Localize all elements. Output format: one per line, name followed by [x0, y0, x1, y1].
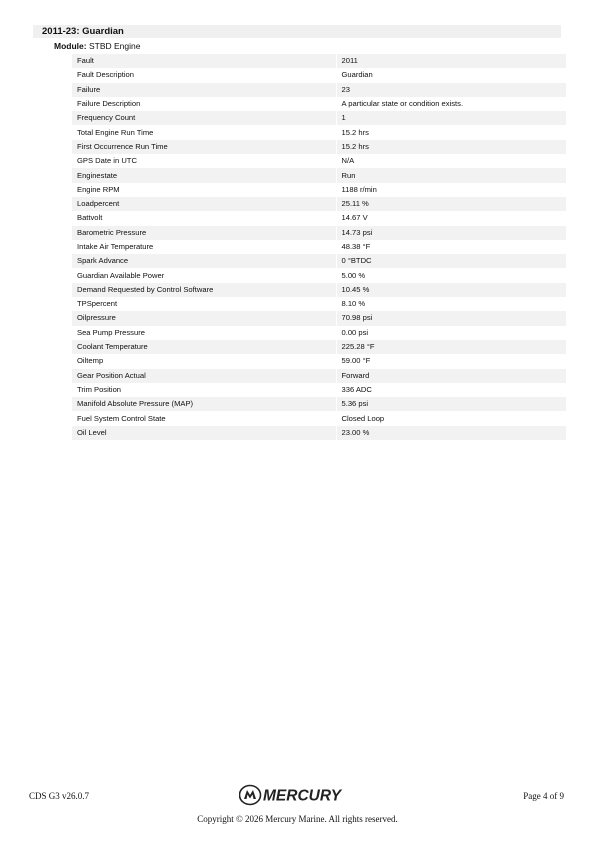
- mercury-logo: [239, 784, 357, 806]
- row-value: 0.00 psi: [336, 326, 566, 340]
- row-value: 225.28 °F: [336, 340, 566, 354]
- row-value: 1: [336, 111, 566, 125]
- table-row: [72, 354, 566, 368]
- row-label: Spark Advance: [72, 254, 336, 268]
- row-value: 14.73 psi: [336, 226, 566, 240]
- table-row: [72, 154, 566, 168]
- module-label: Module:: [54, 41, 87, 51]
- row-label: Enginestate: [72, 168, 336, 182]
- table-row: [72, 426, 566, 440]
- table-row: [72, 111, 566, 125]
- row-value: N/A: [336, 154, 566, 168]
- module-value: STBD Engine: [88, 41, 141, 51]
- row-value: Guardian: [336, 68, 566, 82]
- table-row: [72, 240, 566, 254]
- row-value: 59.00 °F: [336, 354, 566, 368]
- row-label: Failure Description: [72, 97, 336, 111]
- row-label: Engine RPM: [72, 183, 336, 197]
- copyright-notice: Copyright © 2026 Mercury Marine. All rights reserved.: [197, 814, 398, 824]
- row-label: Demand Requested by Control Software: [72, 283, 336, 297]
- mercury-m-icon: [240, 786, 261, 805]
- fault-details-body: [72, 54, 566, 440]
- table-row: [72, 411, 566, 425]
- row-label: GPS Date in UTC: [72, 154, 336, 168]
- row-value: 70.98 psi: [336, 311, 566, 325]
- table-row: [72, 383, 566, 397]
- row-label: Fault: [72, 54, 336, 68]
- software-version: CDS G3 v26.0.7: [29, 791, 90, 801]
- table-row: [72, 140, 566, 154]
- row-value: 23: [336, 83, 566, 97]
- row-label: Sea Pump Pressure: [72, 326, 336, 340]
- row-value: Closed Loop: [336, 411, 566, 425]
- row-value: 23.00 %: [336, 426, 566, 440]
- row-value: Forward: [336, 369, 566, 383]
- row-label: Oilpressure: [72, 311, 336, 325]
- row-value: 1188 r/min: [336, 183, 566, 197]
- table-row: [72, 311, 566, 325]
- table-row: [72, 68, 566, 82]
- table-row: [72, 54, 566, 68]
- table-row: [72, 97, 566, 111]
- row-label: Fuel System Control State: [72, 411, 336, 425]
- row-label: Battvolt: [72, 211, 336, 225]
- table-row: [72, 211, 566, 225]
- row-label: TPSpercent: [72, 297, 336, 311]
- row-value: A particular state or condition exists.: [336, 97, 566, 111]
- row-label: Loadpercent: [72, 197, 336, 211]
- row-value: 48.38 °F: [336, 240, 566, 254]
- section-title: 2011-23: Guardian: [42, 26, 124, 37]
- row-value: Run: [336, 168, 566, 182]
- table-row: [72, 397, 566, 411]
- row-label: Frequency Count: [72, 111, 336, 125]
- row-label: First Occurrence Run Time: [72, 140, 336, 154]
- table-row: [72, 183, 566, 197]
- row-value: 5.00 %: [336, 268, 566, 282]
- row-label: Gear Position Actual: [72, 369, 336, 383]
- row-label: Total Engine Run Time: [72, 125, 336, 139]
- row-label: Oil Level: [72, 426, 336, 440]
- table-row: [72, 197, 566, 211]
- row-value: 10.45 %: [336, 283, 566, 297]
- row-value: 0 °BTDC: [336, 254, 566, 268]
- row-value: 336 ADC: [336, 383, 566, 397]
- row-label: Coolant Temperature: [72, 340, 336, 354]
- row-label: Barometric Pressure: [72, 226, 336, 240]
- table-row: [72, 283, 566, 297]
- module-line: [54, 40, 140, 52]
- row-label: Guardian Available Power: [72, 268, 336, 282]
- row-value: 2011: [336, 54, 566, 68]
- table-row: [72, 268, 566, 282]
- table-row: [72, 83, 566, 97]
- row-label: Fault Description: [72, 68, 336, 82]
- table-row: [72, 326, 566, 340]
- row-value: 15.2 hrs: [336, 125, 566, 139]
- table-row: [72, 297, 566, 311]
- row-value: 8.10 %: [336, 297, 566, 311]
- row-value: 5.36 psi: [336, 397, 566, 411]
- table-row: [72, 168, 566, 182]
- row-label: Oiltemp: [72, 354, 336, 368]
- table-row: [72, 340, 566, 354]
- row-value: 15.2 hrs: [336, 140, 566, 154]
- section-header: [33, 25, 561, 38]
- table-row: [72, 369, 566, 383]
- row-label: Failure: [72, 83, 336, 97]
- table-row: [72, 254, 566, 268]
- row-label: Manifold Absolute Pressure (MAP): [72, 397, 336, 411]
- page-number: Page 4 of 9: [523, 791, 564, 801]
- row-label: Intake Air Temperature: [72, 240, 336, 254]
- row-label: Trim Position: [72, 383, 336, 397]
- row-value: 14.67 V: [336, 211, 566, 225]
- table-row: [72, 226, 566, 240]
- row-value: 25.11 %: [336, 197, 566, 211]
- table-row: [72, 125, 566, 139]
- mercury-wordmark: MERCURY: [263, 787, 342, 805]
- fault-details-table: [72, 54, 566, 440]
